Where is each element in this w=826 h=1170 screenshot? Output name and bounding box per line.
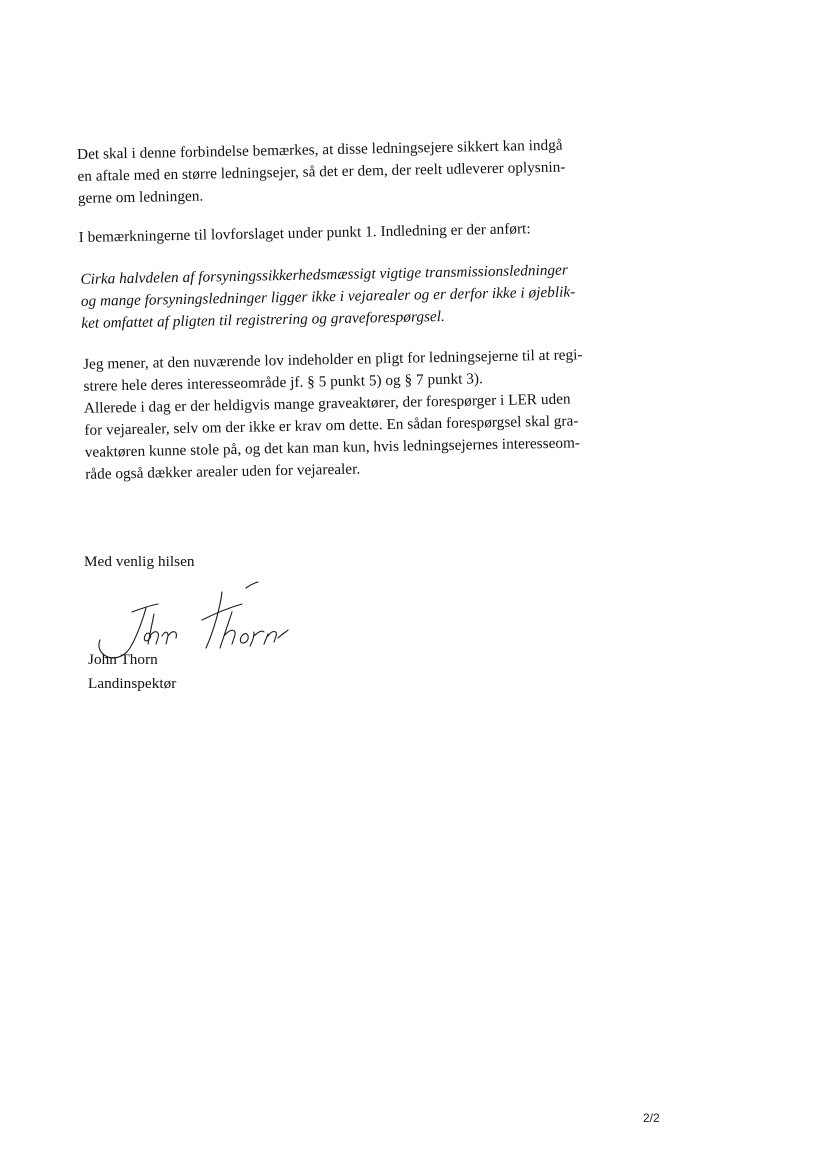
- paragraph-line: for vejarealer, selv om der ikke er krav om dette. En sådan forespørgsel skal gra-: [84, 412, 579, 439]
- closing-greeting: Med venlig hilsen: [84, 553, 195, 570]
- paragraph-line: Det skal i denne forbindelse bemærkes, at disse ledningsejere sikkert kan indgå: [76, 136, 563, 163]
- paragraph-line: Jeg mener, at den nuværende lov indeholder en pligt for ledningsejerne til at regi-: [82, 346, 583, 373]
- paragraph-line: I bemærkningerne til lovforslaget under punkt 1. Indledning er der anført:: [78, 220, 531, 246]
- quote-line: ket omfattet af pligten til registrering og graveforespørgsel.: [81, 307, 446, 332]
- paragraph-line: strere hele deres interesseområde jf. § 5 punkt 5) og § 7 punkt 3).: [83, 370, 484, 395]
- paragraph-line: råde også dækker arealer uden for vejarealer.: [85, 460, 361, 483]
- paragraph-line: Allerede i dag er der heldigvis mange graveaktører, der forespørger i LER uden: [83, 390, 571, 417]
- page-number: 2/2: [643, 1111, 660, 1125]
- quote-line: Cirka halvdelen af forsyningssikkerhedsmæssigt vigtige transmissionsledninger: [80, 261, 568, 288]
- paragraph-line: veaktøren kunne stole på, og det kan man kun, hvis ledningsejernes interesseom-: [84, 434, 581, 461]
- paragraph-line: gerne om ledningen.: [77, 187, 204, 207]
- signer-name: John Thorn: [88, 651, 158, 668]
- signer-title: Landinspektør: [88, 675, 177, 692]
- quote-line: og mange forsyningsledninger ligger ikke i vejarealer og er derfor ikke i øjeblik-: [80, 283, 576, 310]
- paragraph-line: en aftale med en større ledningsejer, så det er dem, der reelt udleverer oplysnin-: [77, 158, 566, 185]
